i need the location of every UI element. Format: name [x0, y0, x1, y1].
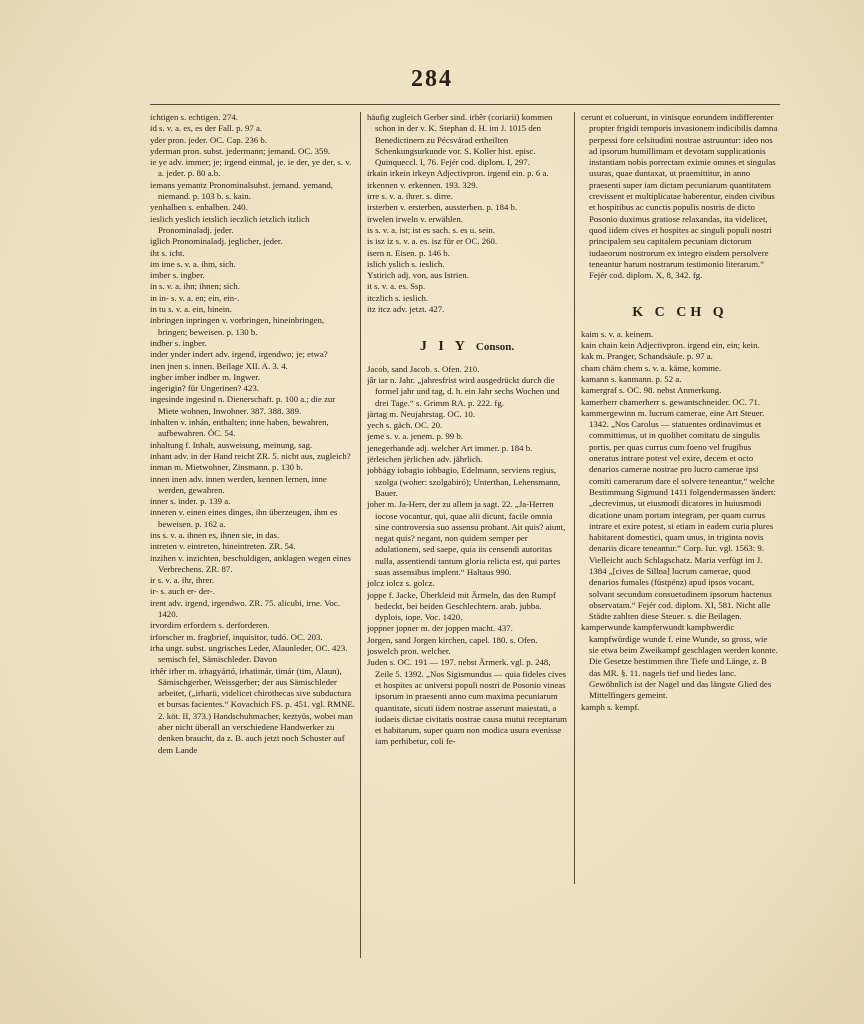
dictionary-entry: Jacob, sand Jacob. s. Ofen. 210. [367, 363, 480, 374]
dictionary-entry: ir s. v. a. ihr, ihrer. [150, 575, 215, 586]
dictionary-entry: inbringen inpringen v. vorbringen, hineinbringen, bringen; beweisen. p. 130 b. [150, 315, 325, 337]
dictionary-entry: inhalten v. inhán, enthalten; inne haben, bewahren, aufbewahren. ÓC. 54. [150, 417, 329, 439]
dictionary-entry: irvordirn erfordern s. derforderen. [150, 620, 270, 631]
dictionary-entry: inhant adv. in der Hand reicht ZR. 5. nicht aus, zugleich? [150, 450, 351, 461]
dictionary-entry: it s. v. a. es. Ssp. [367, 281, 426, 292]
dictionary-entry: inman m. Mietwohner, Zinsmann. p. 130 b. [150, 462, 303, 473]
dictionary-entry: inen jnen s. innen. Beilage XII. A. 3. 4. [150, 360, 288, 371]
section-heading-kcchq: K C CH Q [632, 305, 728, 321]
column-2 [367, 112, 567, 972]
dictionary-entry: häufig zugleich Gerber sind. irhêr (coriarii) kommen schon in der v. K. Stephan d. H. im J. 1015 den Benedictinern zu Pécsvárad ertheilten Schenkungsurkunde vor. S. Koller hist. episc. Quinqueccl. I, 76. Fejér cod. diplom. I, 297. [367, 112, 553, 168]
dictionary-entry: jenegerhande adj. welcher Art immer. p. 184 b. [367, 442, 533, 453]
dictionary-entry: irha ungr. subst. ungrisches Leder, Alaunleder, OC. 423. semisch fel, Sämischleder. Davon [150, 642, 348, 665]
column-2-entries-top [367, 112, 567, 315]
dictionary-entry: ingber imber indber m. Ingwer. [150, 371, 260, 382]
dictionary-entry: intreten v. eintreten, hineintreten. ZR. 54. [150, 541, 296, 552]
dictionary-entry: ichtigen s. echtigen. 274. [150, 112, 238, 122]
dictionary-entry: joswelch pron. welcher. [367, 646, 451, 657]
dictionary-entry: yder pron. jeder. OC. Cap. 236 b. [150, 134, 268, 145]
dictionary-entry: ieslich yeslich ietslich ieczlich ietzlich itzlich Pronominaladj. jeder. [150, 213, 310, 235]
dictionary-entry: irsterben v. ersterben, aussterben. p. 184 b. [367, 202, 518, 213]
dictionary-entry: inder ynder indert adv. irgend, irgendwo; je; etwa? [150, 349, 328, 360]
dictionary-entry: kamerherr chamerherr s. gewantschneider. OC. 71. [581, 396, 761, 407]
column-2-entries-bottom [367, 364, 567, 748]
column-3-entries-top [581, 112, 779, 281]
dictionary-entry: ie ye adv. immer; je; irgend einmal, je. ie der, ye der, s. v. a. jeder. p. 80 a.b. [150, 157, 352, 179]
dictionary-entry: ingerigin? für Ungerinen? 423. [150, 383, 259, 394]
dictionary-entry: Juden s. OC. 191 — 197. nebst Ärmerk. vgl. p. 248, Zeile 5. 1392. „Nos Sigismundus — quia fideles cives et hospites ac universi populi nostri de Posonio vineas ipsorum in praesenti anno cum maxima pecuniarum quantitate, sicuti iidem nostrae asserunt maiestati, a iudaeis dictae civitatis nostrae causa mutui receptarum et habitarum, super quam non modica usura evenisse iam perhibetur, coli fe- [367, 657, 567, 747]
dictionary-entry: kammergewinn m. lucrum camerae, eine Art Steuer. 1342. „Nos Carolus — statuentes ordinavimus et committimus, ut in quolibet comitatu de singulis portis, per quas currus cum foeno vel frugibus oneratus intrare potest vel exire, decem et octo denarios camerae nostrae pro lucro camerae ipsi comiti camerarum dare el solvere teneantur,“ welche Bestimmung Sigmund 1411 folgendermassen ändert: „decrevimus, ut eiusmodi dicatores in huiusmodi dicatione unam portam integram, per quam currus intrare et exire potest, si etiam in eadem curia plures habitarent domestici, quam unus, in triginta novis denariis dicare teneantur.“ Corp. Iur. vgl. 1563: 9. Vielleicht auch Schlagschatz. Maria verfügt im J. 1384 „[cives de Sillna] lucrum camerae, quod denarios fumales (füstpénz) apud ipsos vocant, solvant secundum consuetudinem ipsorum hactenus observatam.“ Fejér cod. diplom. XI, 581. Nicht alle Städte zahlten diese Steuer. s. die Beilagen. [581, 407, 776, 622]
top-rule [150, 104, 780, 105]
dictionary-entry: kamann s. kanmann. p. 52 a. [581, 373, 682, 384]
dictionary-entry: irhêr irher m. irhagyártó, irhatimár, timár (tim, Alaun), Sämischgerber, Weissgerber; der aus Sämischleder arbeitet, („irharii, videlicet chirothecas sive subductura et bursas facientes.“ Kovachich FS. p. 451. vgl. RMNE. 2. köt. II, 373.) Handschuhmacher, keztyüs, wobei man aber nicht überall an verschiedene Handwerker zu denken braucht, da z. B. auch jetzt noch Schuster auf dem Lande [150, 665, 355, 755]
dictionary-entry: ingesinde ingesind n. Dienerschaft. p. 100 a.; die zur Miete wohnen, Inwohner. 387. 388. 389. [150, 394, 336, 416]
column-1 [150, 112, 355, 972]
dictionary-entry: isern n. Eisen. p. 146 b. [367, 247, 450, 258]
dictionary-entry: irkain irkein irkeyn Adjectivpron. irgend ein. p. 6 a. [367, 168, 549, 179]
section-heading-jiy [367, 341, 567, 353]
column-3 [581, 112, 779, 902]
dictionary-entry: joppner jopner m. der joppen macht. 437. [367, 623, 513, 634]
dictionary-entry: yenhalben s. enhalben. 240. [150, 202, 248, 213]
dictionary-entry: iglich Pronominaladj. jeglicher, jeder. [150, 236, 283, 247]
dictionary-entry: innen inen adv. innen werden, kennen lernen, inne werden, gewahren. [150, 473, 327, 495]
dictionary-entry: jolcz iolcz s. golcz. [367, 578, 435, 589]
dictionary-entry: im ime s. v. a. ihm, sich. [150, 258, 236, 269]
dictionary-entry: in in- s. v. a. en; ein, ein-. [150, 292, 240, 303]
dictionary-entry: in s. v. a. ihn; ihnen; sich. [150, 281, 240, 292]
dictionary-entry: in tu s. v. a. ein, hinein. [150, 304, 232, 315]
page-number: 284 [411, 66, 453, 92]
dictionary-entry: Ystirich adj. von, aus Istrien. [367, 270, 469, 281]
dictionary-entry: irwelen irweln v. erwählen. [367, 213, 463, 224]
dictionary-entry: ir- s. auch er- der-. [150, 586, 215, 597]
dictionary-entry: id s. v. a. es, es der Fall. p. 97 a. [150, 123, 263, 134]
dictionary-entry: kak m. Pranger, Schandsäule. p. 97 a. [581, 351, 713, 362]
dictionary-entry: inzihen v. inzichten, beschuldigen, anklagen wegen eines Verbrechens. ZR. 87. [150, 552, 351, 574]
dictionary-entry: imber s. ingber. [150, 270, 205, 281]
dictionary-entry: itczlich s. ieslich. [367, 292, 429, 303]
dictionary-entry: ins s. v. a. ihnen es, ihnen sie, in das. [150, 529, 280, 540]
dictionary-entry: joher m. Ja-Herr, der zu allem ja sagt. 22. „Ja-Herren iocose vocantur, qui, quae alii dicunt, facile omnia sine controversia suo assensu probant. Ait quis? aiunt, negat quis? negant, non quidem semper per adulationem, sed saepe, quia iis censendi autoritas nulla, assentiendi tantum gloria relicta est, qui partes suas assensibus implent.“ Haltaus 990. [367, 499, 566, 577]
dictionary-entry: yech s. gäch. OC. 20. [367, 420, 443, 431]
dictionary-entry: inhaltung f. Inhalt, ausweisung, meinung, sag. [150, 439, 313, 450]
dictionary-entry: is isz iz s. v. a. es. isz für er OC. 260. [367, 236, 498, 247]
dictionary-entry: kaim s. v. a. keinem. [581, 328, 654, 339]
section-subtitle: Conson. [475, 341, 515, 354]
dictionary-entry: cham chäm chem s. v. a. käme, komme. [581, 362, 722, 373]
dictionary-entry: irre s. v. a. ihrer. s. dirre. [367, 191, 453, 202]
dictionary-entry: kamperwunde kampferwundt kamphwerdic kampfwürdige wunde f. eine Wunde, so gross, wie sie etwa beim Zweikampf geschlagen werden konnte. Die Gesetze bestimmen ihre Tiefe und Länge, z. B das MR. §. 11. nagels tief und liedes lanc. Gewöhnlich ist der Nagel und das längste Glied des Mittelfingers gemeint. [581, 622, 778, 701]
dictionary-entry: Jorgen, sand Jorgen kirchen, capel. 180. s. Ofen. [367, 634, 538, 645]
dictionary-entry: itz itcz adv. jetzt. 427. [367, 304, 445, 315]
dictionary-entry: kamph s. kempf. [581, 701, 640, 712]
dictionary-entry: jeme s. v. a. jenem. p. 99 b. [367, 431, 463, 442]
dictionary-entry: is s. v. a. ist; ist es sach. s. es u. sein. [367, 224, 495, 235]
dictionary-entry: järtag m. Neujahrstag. OC. 10. [367, 408, 475, 419]
dictionary-entry: inner s. inder. p. 139 a. [150, 496, 231, 507]
column-divider-1 [360, 112, 361, 958]
dictionary-entry: iht s. icht. [150, 247, 185, 258]
dictionary-entry: yderman pron. subst. jedermann; jemand. OC. 359. [150, 145, 331, 156]
section-letters: J I Y [419, 339, 469, 355]
dictionary-entry: jâr iar n. Jahr. „jahresfrist wird ausgedrückt durch die formel jahr und tag, d. h. ein Jahr sechs Wochen und drei Tage.“ s. Grimm RA. p. 222. fg. [367, 374, 560, 408]
dictionary-entry: irent adv. irgend, irgendwo. ZR. 75. alicubi, irne. Voc. 1420. [150, 597, 340, 620]
dictionary-entry: irkennen v. erkennen. 193. 329. [367, 179, 478, 190]
column-3-entries-bottom [581, 329, 779, 713]
dictionary-entry: indber s. ingber. [150, 337, 207, 348]
dictionary-entry: iemans yemantz Pronominalsubst. jemand. yemand, niemand. p. 103 b. s. kain. [150, 179, 333, 202]
dictionary-entry: joppe f. Jacke, Überkleid mit Ärmeln, das den Rumpf bedeckt, bei beiden Geschlechtern. arab. jubba. dyplois, iope. Voc. 1420. [367, 589, 556, 623]
dictionary-entry: cerunt et coluerunt, in vinisque eorundem indifferenter propter frigidi temporis invasionem indicibilis damna perpessi fore celsitudini nostrae astruuntur: ideo nos ad ipsorum humillimam et devotam supplicationis instantiam nobis porrectam eximie omnes et singulas usuras, quae duntaxat, ut praemittitur, in anno praesenti super iam dictam pecuniarum quantitatem crevissent et multiplicatae haberentur, eisden civibus et hospitibus ac cunctis populis nostris de dicto Posonio duximus gratiose relaxandas, ita videlicet, quod iidem cives et hospites ac singuli populi nostri principalem seu capitalem pecuniam dictorum iudaeorum nostrorum ex integro eisdem persolvere teneantur harum nostrarum testimonio literarum.“ Fejér cod. diplom. X, 8, 342. fg. [581, 112, 778, 281]
column-divider-2 [574, 112, 575, 884]
dictionary-entry: irforscher m. fragbrief, inquisitor, tudó. OC. 203. [150, 631, 323, 642]
dictionary-entry: jërleichen jërlichen adv. jährlich. [367, 454, 483, 465]
dictionary-entry: jobbágy iobagio iobbagio, Edelmann, serviens regius, szolga (woher: szolgabiró); Unterthan, Lehensmann, Bauer. [367, 465, 561, 498]
dictionary-entry: kamergraf s. OC. 98. nebst Anmerkung. [581, 385, 722, 396]
dictionary-entry: inneren v. einen eines dinges, ihn überzeugen, ihm es beweisen. p. 162 a. [150, 507, 338, 529]
dictionary-entry: islich yslich s. ieslich. [367, 258, 445, 269]
dictionary-entry: kain chain kein Adjectivpron. irgend ein, ein; kein. [581, 340, 760, 351]
